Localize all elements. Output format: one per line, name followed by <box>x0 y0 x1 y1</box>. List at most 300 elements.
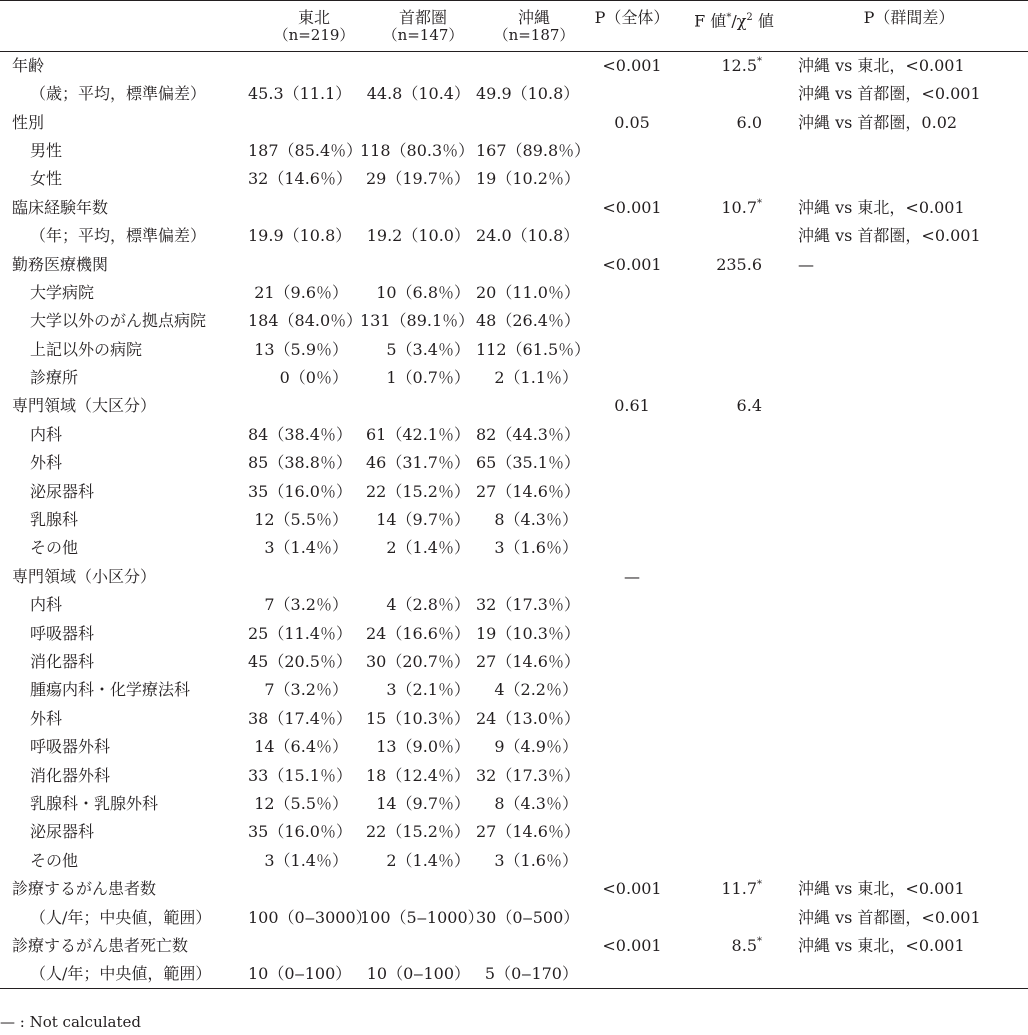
cell-group-diff <box>790 137 1028 165</box>
cell-tohoku-value: 84（38.4％） <box>248 424 352 444</box>
table-row <box>0 222 1028 250</box>
header-okinawa-n: （n=187） <box>493 26 575 44</box>
cell-tohoku-value: 7（3.2％） <box>264 595 348 615</box>
cell-tohoku <box>248 818 360 846</box>
cell-f-chi <box>678 364 790 392</box>
cell-okinawa-value: 48（26.4％） <box>476 311 580 331</box>
cell-okinawa-value: 2（1.1％） <box>494 368 578 388</box>
cell-shuto <box>360 477 476 505</box>
cell-f-value: 11.7 <box>721 879 757 899</box>
cell-f-chi <box>678 591 790 619</box>
cell-shuto-value: 19.2（10.0） <box>366 226 470 246</box>
cell-tohoku-value: 33（15.1％） <box>248 765 352 785</box>
cell-shuto <box>360 790 476 818</box>
cell-f-value: 10.7 <box>721 197 757 217</box>
cell-group-diff: 沖縄 vs 首都圏，<0.001 <box>798 907 981 927</box>
cell-tohoku-value: 45（20.5％） <box>248 652 352 671</box>
cell-p-all <box>586 761 678 789</box>
row-label: 内科 <box>30 595 63 615</box>
header-f-chi-label <box>678 9 790 30</box>
cell-okinawa-value: 49.9（10.8） <box>476 84 580 104</box>
row-label: 女性 <box>30 169 63 189</box>
cell-shuto <box>360 761 476 789</box>
cell-p-all <box>586 591 678 619</box>
cell-okinawa <box>476 875 586 903</box>
row-label: 大学病院 <box>30 282 95 302</box>
cell-p-all <box>586 477 678 505</box>
row-label: 臨床経験年数 <box>12 197 109 217</box>
cell-tohoku <box>248 619 360 647</box>
header-f-mid: /χ <box>731 11 747 31</box>
header-label-blank <box>0 1 248 52</box>
cell-shuto-value: 30（20.7％） <box>366 652 470 671</box>
cell-shuto <box>360 705 476 733</box>
cell-p-all: <0.001 <box>602 254 662 274</box>
table-row <box>0 761 1028 789</box>
table-row <box>0 364 1028 392</box>
table-row <box>0 421 1028 449</box>
cell-f-chi <box>678 279 790 307</box>
cell-group-diff: 沖縄 vs 首都圏，<0.001 <box>798 226 981 246</box>
table-row <box>0 279 1028 307</box>
cell-f-chi <box>678 137 790 165</box>
cell-okinawa-value: 8（4.3％） <box>494 510 578 530</box>
cell-p-all <box>586 80 678 108</box>
cell-tohoku <box>248 137 363 165</box>
cell-group-diff <box>790 506 1028 534</box>
cell-group-diff <box>790 307 1028 335</box>
cell-p-all <box>586 733 678 761</box>
cell-shuto-value: 61（42.1％） <box>366 424 470 444</box>
cell-tohoku-value: 0（0％） <box>279 368 348 388</box>
cell-tohoku <box>248 932 360 960</box>
cell-tohoku <box>248 676 360 704</box>
cell-shuto-value: 2（1.4％） <box>386 538 470 558</box>
table-row <box>0 932 1028 960</box>
table-row <box>0 818 1028 846</box>
cell-group-diff <box>790 449 1028 477</box>
cell-tohoku <box>248 165 360 193</box>
row-label: （歳；平均，標準偏差） <box>30 84 207 104</box>
cell-f-value: 6.0 <box>736 112 762 132</box>
cell-p-all: — <box>624 566 640 586</box>
cell-group-diff: 沖縄 vs 首都圏，0.02 <box>798 112 958 132</box>
cell-okinawa <box>476 250 586 278</box>
cell-f-chi <box>678 534 790 562</box>
cell-f-star: * <box>757 197 762 209</box>
cell-shuto <box>360 591 476 619</box>
table-row <box>0 790 1028 818</box>
cell-okinawa-value: 32（17.3％） <box>476 765 580 785</box>
cell-okinawa <box>476 676 586 704</box>
cell-shuto <box>360 392 476 420</box>
cell-f-chi <box>678 506 790 534</box>
cell-f-value: 12.5 <box>721 56 757 75</box>
cell-tohoku <box>248 875 360 903</box>
row-label: 泌尿器科 <box>30 822 95 842</box>
row-label: 上記以外の病院 <box>30 339 143 359</box>
header-tohoku-n: （n=219） <box>273 26 355 44</box>
cell-tohoku-value: 100（0‒3000） <box>248 907 372 927</box>
table-row <box>0 52 1028 81</box>
cell-okinawa <box>476 392 586 420</box>
cell-shuto-value: 44.8（10.4） <box>366 84 470 104</box>
cell-okinawa-value: 30（0‒500） <box>476 907 580 927</box>
cell-p-all: <0.001 <box>602 879 662 899</box>
cell-p-all <box>586 307 678 335</box>
cell-p-all: 0.61 <box>614 396 650 416</box>
cell-okinawa <box>476 421 586 449</box>
cell-okinawa-value: 8（4.3％） <box>494 793 578 813</box>
cell-tohoku <box>248 903 372 931</box>
cell-okinawa-value: 65（35.1％） <box>476 453 580 473</box>
cell-okinawa <box>476 563 586 591</box>
cell-okinawa-value: 27（14.6％） <box>476 822 580 842</box>
cell-tohoku <box>248 194 360 222</box>
cell-shuto-value: 2（1.4％） <box>386 850 470 870</box>
cell-tohoku-value: 25（11.4％） <box>248 623 352 643</box>
cell-shuto <box>360 563 476 591</box>
header-okinawa <box>476 1 586 52</box>
cell-okinawa <box>476 847 586 875</box>
cell-shuto-value: 24（16.6％） <box>366 623 470 643</box>
cell-p-all <box>586 705 678 733</box>
cell-shuto-value: 118（80.3％） <box>360 140 475 160</box>
table-row <box>0 336 1028 364</box>
cell-p-all <box>586 818 678 846</box>
table-row <box>0 619 1028 647</box>
cell-f-chi <box>678 449 790 477</box>
header-p-all-label: P（全体） <box>594 8 670 27</box>
cell-p-all <box>586 847 678 875</box>
cell-okinawa <box>476 903 586 931</box>
cell-group-diff <box>790 534 1028 562</box>
cell-p-all <box>586 903 678 931</box>
cell-okinawa <box>476 591 586 619</box>
cell-shuto <box>360 875 476 903</box>
cell-okinawa-value: 9（4.9％） <box>494 737 578 757</box>
cell-okinawa <box>476 705 586 733</box>
row-label: 勤務医療機関 <box>12 254 109 274</box>
cell-shuto <box>360 676 476 704</box>
row-label: 性別 <box>12 112 45 132</box>
cell-okinawa-value: 19（10.2％） <box>476 169 580 189</box>
cell-shuto <box>360 307 476 335</box>
cell-shuto <box>360 80 476 108</box>
cell-f-chi <box>678 648 790 676</box>
cell-group-diff <box>790 960 1028 989</box>
cell-tohoku-value: 85（38.8％） <box>248 453 352 473</box>
cell-shuto <box>360 250 476 278</box>
cell-f-value: 6.4 <box>736 396 762 416</box>
cell-tohoku-value: 14（6.4％） <box>254 737 348 757</box>
cell-shuto <box>360 336 476 364</box>
cell-tohoku-value: 13（5.9％） <box>254 339 348 359</box>
cell-shuto <box>360 421 476 449</box>
cell-p-all <box>586 421 678 449</box>
cell-group-diff <box>790 847 1028 875</box>
cell-okinawa <box>476 733 586 761</box>
cell-shuto-value: 100（5‒1000） <box>360 907 484 927</box>
table-row <box>0 250 1028 278</box>
table-row <box>0 648 1028 676</box>
row-label: 診療所 <box>30 368 79 388</box>
row-label: 内科 <box>30 424 63 444</box>
cell-group-diff: — <box>798 254 814 274</box>
cell-shuto <box>360 818 476 846</box>
cell-p-all <box>586 336 678 364</box>
cell-group-diff <box>790 336 1028 364</box>
cell-tohoku-value: 10（0‒100） <box>248 964 352 984</box>
header-shuto <box>360 1 476 52</box>
cell-p-all <box>586 648 678 676</box>
cell-tohoku <box>248 648 360 676</box>
row-label: 泌尿器科 <box>30 481 95 501</box>
table-row <box>0 449 1028 477</box>
row-label: 乳腺科・乳腺外科 <box>30 793 159 813</box>
header-shuto-n: （n=147） <box>382 26 464 44</box>
cell-tohoku <box>248 80 360 108</box>
header-shuto-name: 首都圏 <box>398 8 447 27</box>
cell-f-value: 235.6 <box>716 254 762 274</box>
cell-shuto <box>360 194 476 222</box>
table-row <box>0 705 1028 733</box>
cell-p-all <box>586 676 678 704</box>
cell-tohoku-value: 35（16.0％） <box>248 481 352 501</box>
cell-group-diff <box>790 790 1028 818</box>
cell-group-diff <box>790 648 1028 676</box>
cell-tohoku <box>248 477 360 505</box>
table-row <box>0 506 1028 534</box>
cell-okinawa <box>476 222 586 250</box>
cell-f-chi <box>678 194 790 222</box>
row-label: 年齢 <box>12 56 45 75</box>
row-label: 男性 <box>30 140 63 160</box>
cell-okinawa <box>476 108 586 136</box>
cell-shuto <box>360 619 476 647</box>
cell-shuto-value: 22（15.2％） <box>366 822 470 842</box>
cell-tohoku-value: 32（14.6％） <box>248 169 352 189</box>
cell-p-all <box>586 222 678 250</box>
cell-tohoku <box>248 847 360 875</box>
row-label: 専門領域（小区分） <box>12 566 157 586</box>
cell-f-chi <box>678 818 790 846</box>
cell-group-diff: 沖縄 vs 首都圏，<0.001 <box>798 84 981 104</box>
cell-group-diff <box>790 761 1028 789</box>
row-label: 外科 <box>30 708 63 728</box>
cell-okinawa <box>476 818 586 846</box>
cell-okinawa <box>476 449 586 477</box>
cell-tohoku <box>248 421 360 449</box>
table-row <box>0 960 1028 989</box>
cell-f-chi <box>678 563 790 591</box>
cell-tohoku <box>248 761 360 789</box>
cell-okinawa <box>476 790 586 818</box>
header-group-diff <box>790 1 1028 52</box>
cell-shuto-value: 5（3.4％） <box>386 339 470 359</box>
cell-p-all <box>586 364 678 392</box>
cell-group-diff: 沖縄 vs 東北，<0.001 <box>798 197 965 217</box>
row-label: 診療するがん患者死亡数 <box>12 935 189 955</box>
row-label: 消化器科 <box>30 652 95 671</box>
cell-tohoku-value: 45.3（11.1） <box>248 84 352 104</box>
table-row <box>0 847 1028 875</box>
cell-okinawa <box>476 648 586 676</box>
table-row <box>0 534 1028 562</box>
cell-tohoku <box>248 790 360 818</box>
table-row <box>0 80 1028 108</box>
cell-tohoku-value: 38（17.4％） <box>248 708 352 728</box>
table-row <box>0 676 1028 704</box>
cell-f-star: * <box>757 56 762 67</box>
cell-group-diff <box>790 392 1028 420</box>
cell-tohoku <box>248 336 360 364</box>
cell-group-diff: 沖縄 vs 東北，<0.001 <box>798 935 965 955</box>
cell-okinawa-value: 24.0（10.8） <box>476 226 580 246</box>
cell-shuto <box>360 932 476 960</box>
cell-shuto-value: 10（0‒100） <box>366 964 470 984</box>
cell-tohoku <box>248 279 360 307</box>
table-row <box>0 108 1028 136</box>
cell-tohoku <box>248 250 360 278</box>
cell-okinawa <box>476 137 591 165</box>
cell-okinawa-value: 27（14.6％） <box>476 652 580 671</box>
cell-group-diff <box>790 279 1028 307</box>
cell-f-chi <box>678 392 790 420</box>
cell-okinawa-value: 32（17.3％） <box>476 595 580 615</box>
header-tohoku-name: 東北 <box>297 8 330 27</box>
cell-shuto-value: 29（19.7％） <box>366 169 470 189</box>
table-row <box>0 733 1028 761</box>
cell-shuto <box>360 449 476 477</box>
cell-f-star: * <box>757 935 762 947</box>
row-label: 呼吸器科 <box>30 623 95 643</box>
cell-group-diff <box>790 818 1028 846</box>
cell-shuto <box>360 506 476 534</box>
cell-shuto-value: 131（89.1％） <box>360 311 475 331</box>
cell-shuto <box>360 733 476 761</box>
header-f-sup: 2 <box>746 12 753 23</box>
cell-okinawa <box>476 761 586 789</box>
cell-tohoku <box>248 534 360 562</box>
cell-okinawa-value: 19（10.3％） <box>476 623 580 643</box>
cell-f-chi <box>678 733 790 761</box>
table-row <box>0 563 1028 591</box>
cell-tohoku-value: 19.9（10.8） <box>248 226 352 246</box>
cell-tohoku-value: 35（16.0％） <box>248 822 352 842</box>
cell-okinawa <box>476 52 586 81</box>
cell-okinawa-value: 20（11.0％） <box>476 282 580 302</box>
cell-p-all <box>586 534 678 562</box>
cell-f-chi <box>678 790 790 818</box>
cell-group-diff <box>790 733 1028 761</box>
cell-f-chi <box>678 421 790 449</box>
cell-shuto-value: 4（2.8％） <box>386 595 470 615</box>
cell-f-chi <box>678 705 790 733</box>
cell-tohoku <box>248 307 363 335</box>
cell-p-all: <0.001 <box>602 197 662 217</box>
header-group-diff-label: P（群間差） <box>863 8 955 27</box>
cell-shuto <box>360 279 476 307</box>
row-label: その他 <box>30 538 79 558</box>
cell-tohoku <box>248 733 360 761</box>
row-label: その他 <box>30 850 79 870</box>
cell-shuto-value: 22（15.2％） <box>366 481 470 501</box>
cell-group-diff <box>790 165 1028 193</box>
cell-okinawa <box>476 506 586 534</box>
cell-f-chi <box>678 165 790 193</box>
cell-tohoku-value: 12（5.5％） <box>254 793 348 813</box>
cell-shuto-value: 1（0.7％） <box>386 368 470 388</box>
cell-f-chi <box>678 676 790 704</box>
cell-okinawa <box>476 80 586 108</box>
cell-f-chi <box>678 336 790 364</box>
table-row <box>0 392 1028 420</box>
cell-p-all: 0.05 <box>614 112 650 132</box>
cell-tohoku <box>248 392 360 420</box>
cell-p-all <box>586 619 678 647</box>
header-okinawa-name: 沖縄 <box>517 8 550 27</box>
cell-okinawa-value: 82（44.3％） <box>476 424 580 444</box>
cell-tohoku-value: 3（1.4％） <box>264 538 348 558</box>
cell-okinawa-value: 3（1.6％） <box>494 538 578 558</box>
header-f-post: 値 <box>752 11 774 31</box>
cell-tohoku <box>248 222 360 250</box>
row-label: 大学以外のがん拠点病院 <box>30 311 207 331</box>
row-label: 呼吸器外科 <box>30 737 111 757</box>
cell-group-diff <box>790 563 1028 591</box>
cell-f-chi <box>678 250 790 278</box>
row-label: 専門領域（大区分） <box>12 396 157 416</box>
cell-p-all <box>586 960 678 989</box>
header-p-all <box>586 1 678 52</box>
cell-tohoku <box>248 52 360 81</box>
cell-group-diff <box>790 705 1028 733</box>
cell-okinawa <box>476 279 586 307</box>
cell-group-diff <box>790 421 1028 449</box>
cell-f-chi <box>678 619 790 647</box>
cell-tohoku <box>248 705 360 733</box>
cell-shuto <box>360 108 476 136</box>
cell-okinawa <box>476 364 586 392</box>
cell-group-diff <box>790 477 1028 505</box>
cell-f-value: 8.5 <box>731 935 757 955</box>
cell-tohoku-value: 187（85.4％） <box>248 140 363 160</box>
cell-shuto <box>360 847 476 875</box>
cell-okinawa <box>476 960 586 989</box>
header-f-star: * <box>726 12 732 23</box>
cell-shuto <box>360 648 476 676</box>
table-row <box>0 307 1028 335</box>
footnote: — : Not calculated <box>0 1013 141 1031</box>
cell-shuto <box>360 52 476 81</box>
cell-f-chi <box>678 307 790 335</box>
table-body <box>0 52 1028 989</box>
cell-p-all <box>586 449 678 477</box>
cell-p-all: <0.001 <box>602 935 662 955</box>
cell-okinawa <box>476 932 586 960</box>
cell-shuto <box>360 903 484 931</box>
cell-shuto-value: 14（9.7％） <box>376 510 470 530</box>
cell-shuto-value: 13（9.0％） <box>376 737 470 757</box>
table-row <box>0 903 1028 931</box>
cell-okinawa <box>476 619 586 647</box>
cell-shuto <box>360 137 476 165</box>
cell-shuto <box>360 534 476 562</box>
cell-group-diff <box>790 676 1028 704</box>
table-header-row <box>0 1 1028 52</box>
cell-okinawa <box>476 534 586 562</box>
